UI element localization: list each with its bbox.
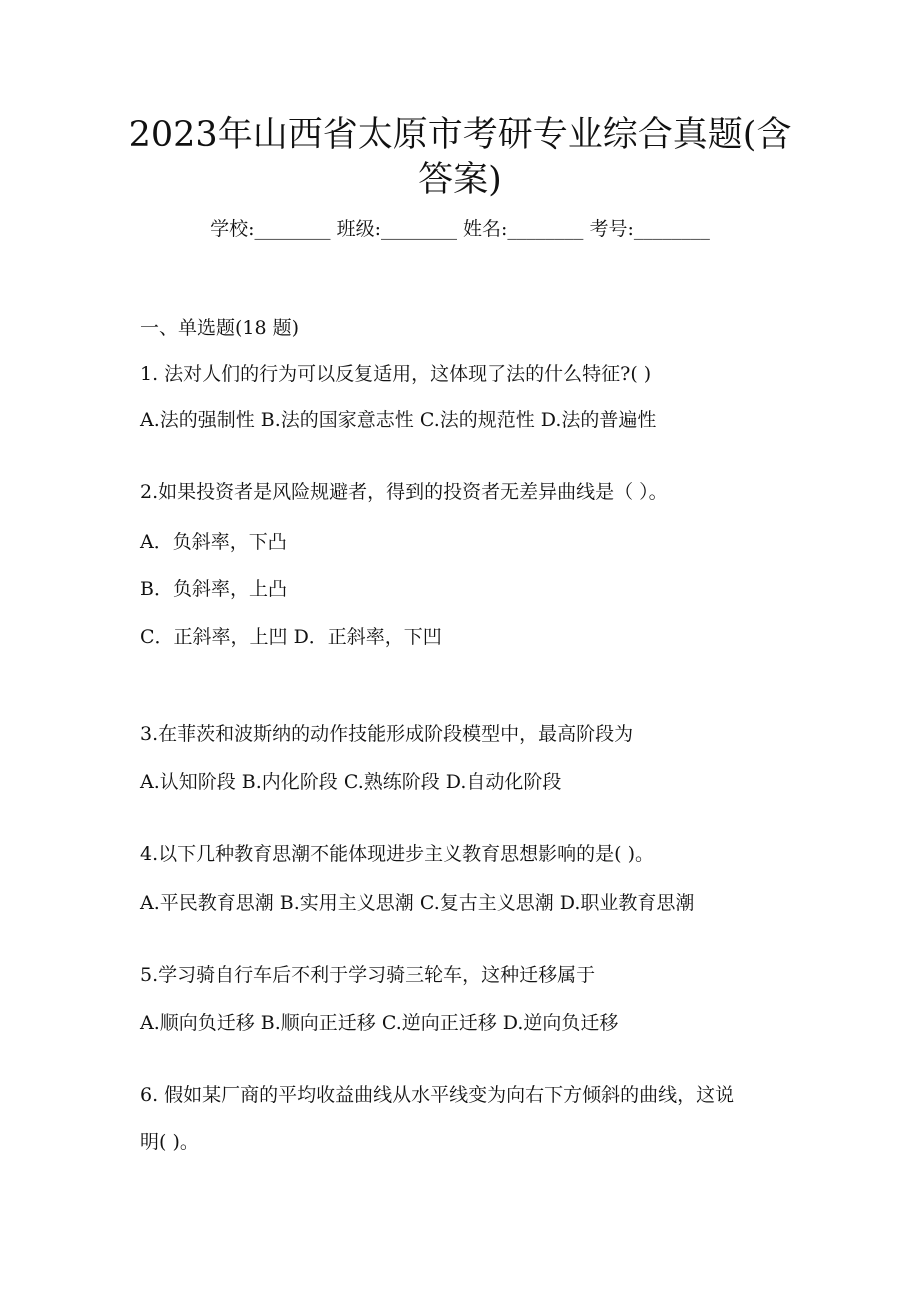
section-heading: 一、单选题(18 题) — [140, 317, 300, 339]
question-6-stem-continued: 明( )。 — [140, 1131, 199, 1153]
question-5-options: A.顺向负迁移 B.顺向正迁移 C.逆向正迁移 D.逆向负迁移 — [140, 1012, 619, 1034]
student-info-fields: 学校:________ 班级:________ 姓名:________ 考号:________ — [210, 218, 710, 240]
document-title-line1: 2023年山西省太原市考研专业综合真题(含 — [128, 115, 792, 155]
question-2-stem: 2.如果投资者是风险规避者，得到的投资者无差异曲线是（ ）。 — [140, 481, 668, 503]
document-title-line2: 答案) — [418, 160, 502, 200]
question-2-option-b: B．负斜率，上凸 — [140, 578, 287, 600]
question-3-options: A.认知阶段 B.内化阶段 C.熟练阶段 D.自动化阶段 — [140, 771, 562, 793]
question-1-stem: 1. 法对人们的行为可以反复适用，这体现了法的什么特征?( ) — [140, 363, 652, 385]
question-5-stem: 5.学习骑自行车后不利于学习骑三轮车，这种迁移属于 — [140, 964, 596, 986]
question-3-stem: 3.在菲茨和波斯纳的动作技能形成阶段模型中，最高阶段为 — [140, 723, 634, 745]
question-4-options: A.平民教育思潮 B.实用主义思潮 C.复古主义思潮 D.职业教育思潮 — [140, 892, 695, 914]
question-2-option-a: A．负斜率，下凸 — [140, 531, 287, 553]
question-2-option-cd: C．正斜率，上凹 D．正斜率，下凹 — [140, 626, 442, 648]
question-6-stem: 6. 假如某厂商的平均收益曲线从水平线变为向右下方倾斜的曲线，这说 — [140, 1084, 735, 1106]
question-4-stem: 4.以下几种教育思潮不能体现进步主义教育思想影响的是( )。 — [140, 843, 654, 865]
question-1-options: A.法的强制性 B.法的国家意志性 C.法的规范性 D.法的普遍性 — [140, 409, 657, 431]
